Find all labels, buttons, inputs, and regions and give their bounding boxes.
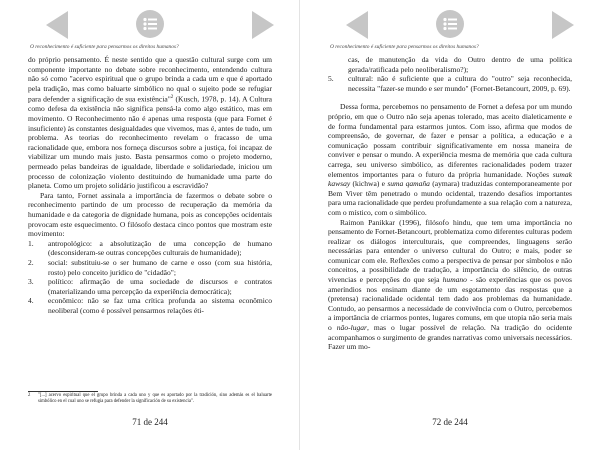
- page-number: 71 de 244: [132, 417, 168, 427]
- table-of-contents-button[interactable]: [436, 10, 464, 38]
- triangle-right-icon: [250, 10, 276, 40]
- right-toolbar: [300, 10, 600, 40]
- footnote-ref[interactable]: 2: [170, 95, 174, 101]
- running-head: O reconhecimento é suficiente para pensarmos os direitos humanos?: [30, 44, 179, 50]
- paragraph: do próprio pensamento. É neste sentido que a questão cultural surge com um componente importante no debate sobre reconhecimento, entendendo cultura não só como "acervo espiritual que o grupo brinda a cada um e que é aportado pela tradição, mas como baluarte simbólico no qual o sujeito pode se refugiar para defender a significação de sua existência"$^2$ (Kusch, 1978, p. 14). A Cultura como defesa da existência não significa pensá-la como algo estático, mas em movimento. O Reconhecimento não é apenas uma resposta (que para Fornet é insuficiente) às constantes desigualdades que vivemos, mas é, antes de tudo, um problema. As teorias do reconhecimento revelam o fracasso de uma racionalidade que, embora nos forneça discursos sobre a justiça, foi incapaz de viabilizar um mundo mais justo. Basta pensarmos como o projeto moderno, permeado pelas bandeiras de igualdade, liberdade e solidariedade, iniciou um processo de colonização violento destituindo de humanidade uma parte do planeta. Como um projeto solidário justificou a escravidão?: [28, 55, 272, 191]
- list-item: 2. social: substituiu-se o ser humano de carne e osso (com sua história, rosto) pelo conceito jurídico de "cidadão";: [28, 257, 272, 277]
- enumerated-list: [328, 55, 572, 93]
- list-menu-icon: [436, 10, 464, 38]
- list-item: 5. cultural: não é suficiente que a cultura do "outro" seja reconhecida, necessita "fazer-se mundo e ser mundo" (Fornet-Betancourt, 2009, p. 69).: [328, 74, 572, 93]
- left-body-text: [28, 55, 272, 316]
- list-item: 1. antropológico: a absolutização de uma concepção de humano (desconsideram-se outras concepções culturais de humanidade);: [28, 238, 272, 258]
- list-menu-icon: [136, 10, 164, 38]
- paragraph: Raimon Panikkar (1996), filósofo hindu, que tem uma importância no pensamento de Fornet-Betancourt, problematiza como diferentes culturas podem realizar os diálogos interculturais, que compreendes, linguagens serão necessárias para entender o universo cultural do Outro; e mais, poder se comunicar com ele. Reflexões como a perspectiva de pensar por símbolos e não conceitos, a possibilidade de tradução, a importância do silêncio, de outras vivencias e percepções do que seja humano - são experiências que os povos ameríndios nos ensinam diante de um esgotamento das respostas que a (pretensa) racionalidade ocidental tem dado aos problemas da humanidade. Contudo, ao pensarmos a necessidade de convivência com o Outro, percebemos a importância de criarmos pontes, lugares comuns, em que utopia não seria mais o não-lugar, mas o lugar possível de relação. Na tradição do ocidente acompanhamos o surgimento de grandes narrativas como universais necessários. Fazer um mo-: [328, 217, 572, 352]
- left-toolbar: [0, 10, 300, 40]
- previous-page-button[interactable]: [344, 10, 370, 40]
- list-item: 3. político: afirmação de uma sociedade de discursos e contratos (materializando uma percepção da experiência democrática);: [28, 277, 272, 296]
- running-head: O reconhecimento é suficiente para pensarmos os direitos humanos?: [330, 44, 479, 50]
- list-item: cas, de manutenção da vida do Outro dentro de uma política gerada/ratificada pelo neoliberalismo?);: [348, 55, 572, 74]
- triangle-left-icon: [344, 10, 370, 40]
- paragraph: Para tanto, Fornet assinala a importância de fazermos o debate sobre o reconhecimento partindo de um processo de recuperação da memória da humanidade e da categoria de dignidade humana, pois as concepções ocidentais provocam este esquecimento. O filósofo destaca cinco pontos que mostram este movimento:: [28, 190, 272, 239]
- next-page-button[interactable]: [550, 10, 576, 40]
- triangle-left-icon: [44, 10, 70, 40]
- footnote-divider: [28, 391, 98, 392]
- triangle-right-icon: [550, 10, 576, 40]
- enumerated-list: [28, 239, 272, 316]
- right-page: [300, 0, 600, 450]
- right-body-text: [328, 55, 572, 352]
- table-of-contents-button[interactable]: [136, 10, 164, 38]
- page-number: 72 de 244: [432, 417, 468, 427]
- footnote: 2 "[...] acervo espiritual que el grupo brinda a cada uno y que es aportado por la tradición, sino además es el baluarte simbólico en el cual uno se refugia para defender la significación de su existencia".: [28, 393, 272, 404]
- list-item: 4. econômico: não se faz uma crítica profunda ao sistema econômico neoliberal (como é possível pensarmos relações éti-: [28, 296, 272, 315]
- previous-page-button[interactable]: [44, 10, 70, 40]
- next-page-button[interactable]: [250, 10, 276, 40]
- paragraph: Dessa forma, percebemos no pensamento de Fornet a defesa por um mundo próprio, em que o Outro não seja apenas tolerado, mas aceito dialeticamente e de forma fundamental para estarmos juntos. Com isso, afirma que modos de compreensão, de governar, de fazer e pensar a política, a educação e a comunicação possam contribuir significativamente em nossa maneira de conviver e pensar o mundo. A experiência mesma de memória que cada cultura carrega, seu universo simbólico, as diferentes racionalidades podem trazer elementos importantes para o futuro da própria humanidade. Noções sumak kawsay (kichwa) e suma qamaña (aymara) traduzidas contemporaneamente por Bem Viver têm penetrado o mundo ocidental, trazendo desafios importantes para uma racionalidade que perdeu profundamente a sua relação com a natureza, com o místico, com o simbólico.: [328, 102, 572, 217]
